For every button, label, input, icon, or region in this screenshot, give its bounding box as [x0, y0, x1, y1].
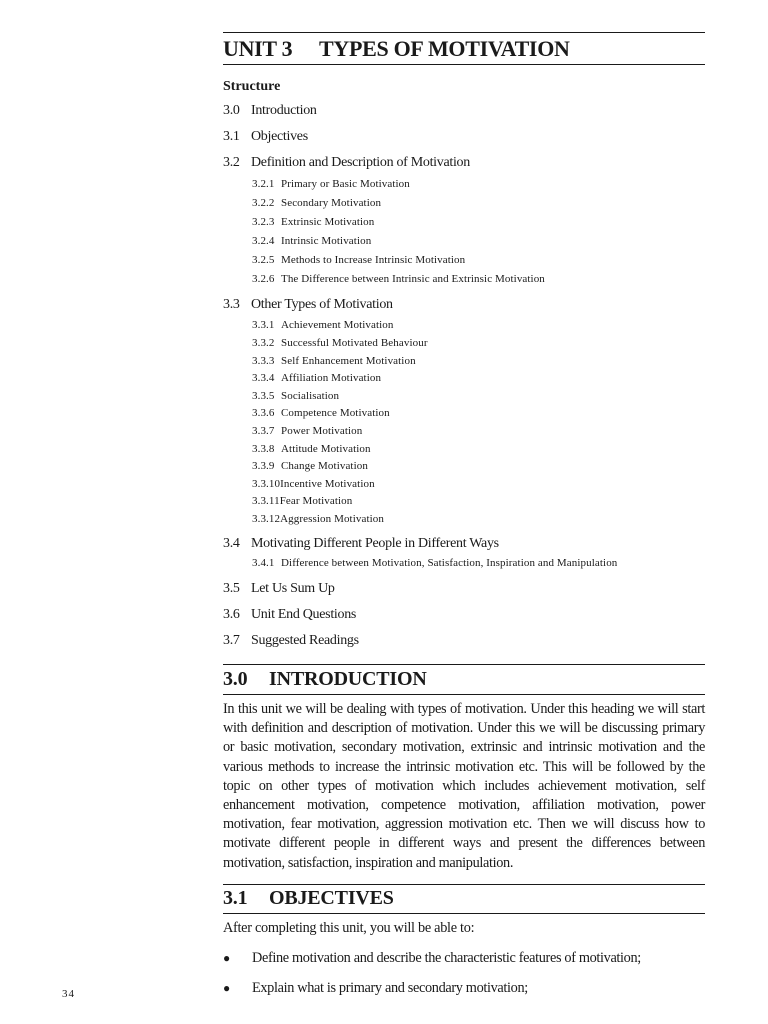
structure-heading: Structure	[223, 79, 281, 94]
toc-label: Extrinsic Motivation	[281, 216, 375, 228]
section-rule-top	[223, 664, 705, 665]
objectives-lead: After completing this unit, you will be able to:	[223, 920, 475, 936]
toc-entry-3-6	[223, 607, 356, 623]
section-title-text: INTRODUCTION	[269, 668, 427, 690]
toc-label: Socialisation	[281, 390, 340, 402]
toc-number: 3.3.3	[252, 355, 275, 367]
objective-item	[223, 980, 528, 997]
toc-number: 3.5	[223, 581, 240, 596]
toc-label: Affiliation Motivation	[281, 372, 382, 384]
section-number: 3.0	[223, 668, 248, 690]
toc-label: Intrinsic Motivation	[281, 235, 372, 247]
toc-number: 3.3.4	[252, 372, 275, 384]
header-rule-bottom	[223, 64, 705, 65]
bullet-icon: ●	[223, 951, 230, 965]
toc-number: 3.3	[223, 297, 240, 312]
objective-text: Explain what is primary and secondary motivation;	[252, 980, 528, 996]
toc-number: 3.2.4	[252, 235, 275, 247]
toc-label: Motivating Different People in Different Ways	[251, 536, 499, 551]
toc-number: 3.2.2	[252, 197, 275, 209]
toc-number: 3.7	[223, 633, 240, 648]
toc-label: Objectives	[251, 129, 308, 144]
toc-number: 3.3.6	[252, 407, 275, 419]
toc-entry-3-3-10	[252, 478, 375, 490]
header-rule-top	[223, 32, 705, 33]
toc-entry-3-4-1	[252, 557, 617, 569]
toc-entry-3-4	[223, 536, 499, 552]
toc-label: Aggression Motivation	[280, 513, 384, 525]
toc-label: Achievement Motivation	[281, 319, 394, 331]
objective-item	[223, 950, 641, 967]
toc-label: Secondary Motivation	[281, 197, 382, 209]
toc-number: 3.3.2	[252, 337, 275, 349]
toc-entry-3-2	[223, 155, 470, 171]
toc-entry-3-3-7	[252, 425, 362, 437]
toc-number: 3.4	[223, 536, 240, 551]
toc-entry-3-3-12	[252, 513, 384, 525]
toc-number: 3.0	[223, 103, 240, 118]
toc-number: 3.2.6	[252, 273, 275, 285]
unit-title-text: TYPES OF MOTIVATION	[319, 36, 570, 61]
toc-entry-3-3-11	[252, 495, 352, 507]
toc-entry-3-3-2	[252, 337, 428, 349]
section-rule-top	[223, 884, 705, 885]
toc-entry-3-3-4	[252, 372, 381, 384]
toc-entry-3-2-2	[252, 197, 381, 209]
toc-number: 3.2	[223, 155, 240, 170]
objective-text: Define motivation and describe the characteristic features of motivation;	[252, 950, 641, 966]
toc-label: Let Us Sum Up	[251, 581, 335, 596]
toc-entry-3-3-5	[252, 390, 339, 402]
toc-number: 3.4.1	[252, 557, 275, 569]
toc-label: Definition and Description of Motivation	[251, 155, 470, 170]
toc-label: Power Motivation	[281, 425, 363, 437]
toc-number: 3.6	[223, 607, 240, 622]
toc-entry-3-2-3	[252, 216, 374, 228]
toc-entry-3-3	[223, 297, 393, 313]
unit-number: UNIT 3	[223, 36, 293, 61]
toc-number: 3.3.1	[252, 319, 275, 331]
toc-label: Primary or Basic Motivation	[281, 178, 410, 190]
toc-number: 3.2.1	[252, 178, 275, 190]
page-number: 34	[62, 988, 75, 1000]
toc-label: Unit End Questions	[251, 607, 357, 622]
toc-entry-3-3-6	[252, 407, 390, 419]
toc-number: 3.2.3	[252, 216, 275, 228]
toc-number: 3.3.8	[252, 443, 275, 455]
toc-number: 3.3.9	[252, 460, 275, 472]
toc-entry-3-3-8	[252, 443, 371, 455]
section-title-text: OBJECTIVES	[269, 887, 394, 909]
toc-entry-3-7	[223, 633, 359, 649]
toc-number: 3.3.12	[252, 513, 281, 525]
toc-label: Successful Motivated Behaviour	[281, 337, 428, 349]
section-heading-introduction	[223, 668, 427, 691]
toc-number: 3.3.11	[252, 495, 280, 507]
toc-label: Incentive Motivation	[280, 478, 375, 490]
toc-number: 3.3.7	[252, 425, 275, 437]
toc-entry-3-2-6	[252, 273, 545, 285]
toc-number: 3.1	[223, 129, 240, 144]
section-heading-objectives	[223, 887, 394, 910]
unit-title	[223, 36, 570, 62]
toc-entry-3-5	[223, 581, 335, 597]
toc-entry-3-3-9	[252, 460, 368, 472]
toc-entry-3-3-1	[252, 319, 393, 331]
toc-entry-3-2-5	[252, 254, 465, 266]
toc-entry-3-2-4	[252, 235, 371, 247]
toc-label: Difference between Motivation, Satisfaction, Inspiration and Manipulation	[281, 557, 618, 569]
section-rule-bottom	[223, 694, 705, 695]
introduction-paragraph: In this unit we will be dealing with types of motivation. Under this heading we will start with definition and description of motivation. Under this we will be discussing primary or basic motivation, secondary motivation, extrinsic and intrinsic motivation and the various methods to increase the intrinsic motivation etc. This will be followed by the topic on other types of motivation which includes achievement motivation, self enhancement motivation, competence motivation, affiliation motivation, power motivation, fear motivation, aggression motivation etc. Then we will discuss how to motivate different people in different ways and present the differences between motivation, satisfaction, inspiration and manipulation.	[223, 701, 705, 871]
toc-label: Self Enhancement Motivation	[281, 355, 416, 367]
toc-entry-3-1	[223, 129, 308, 145]
toc-entry-3-3-3	[252, 355, 416, 367]
section-number: 3.1	[223, 887, 248, 909]
toc-number: 3.3.10	[252, 478, 281, 490]
toc-label: Methods to Increase Intrinsic Motivation	[281, 254, 466, 266]
bullet-icon: ●	[223, 981, 230, 995]
toc-label: Introduction	[251, 103, 317, 118]
toc-label: Other Types of Motivation	[251, 297, 393, 312]
toc-entry-3-0	[223, 103, 317, 119]
section-rule-bottom	[223, 913, 705, 914]
toc-entry-3-2-1	[252, 178, 410, 190]
toc-label: Fear Motivation	[279, 495, 353, 507]
toc-label: Attitude Motivation	[281, 443, 371, 455]
toc-number: 3.3.5	[252, 390, 275, 402]
toc-label: The Difference between Intrinsic and Extrinsic Motivation	[281, 273, 545, 285]
toc-label: Competence Motivation	[281, 407, 390, 419]
toc-label: Suggested Readings	[251, 633, 359, 648]
toc-number: 3.2.5	[252, 254, 275, 266]
toc-label: Change Motivation	[281, 460, 368, 472]
